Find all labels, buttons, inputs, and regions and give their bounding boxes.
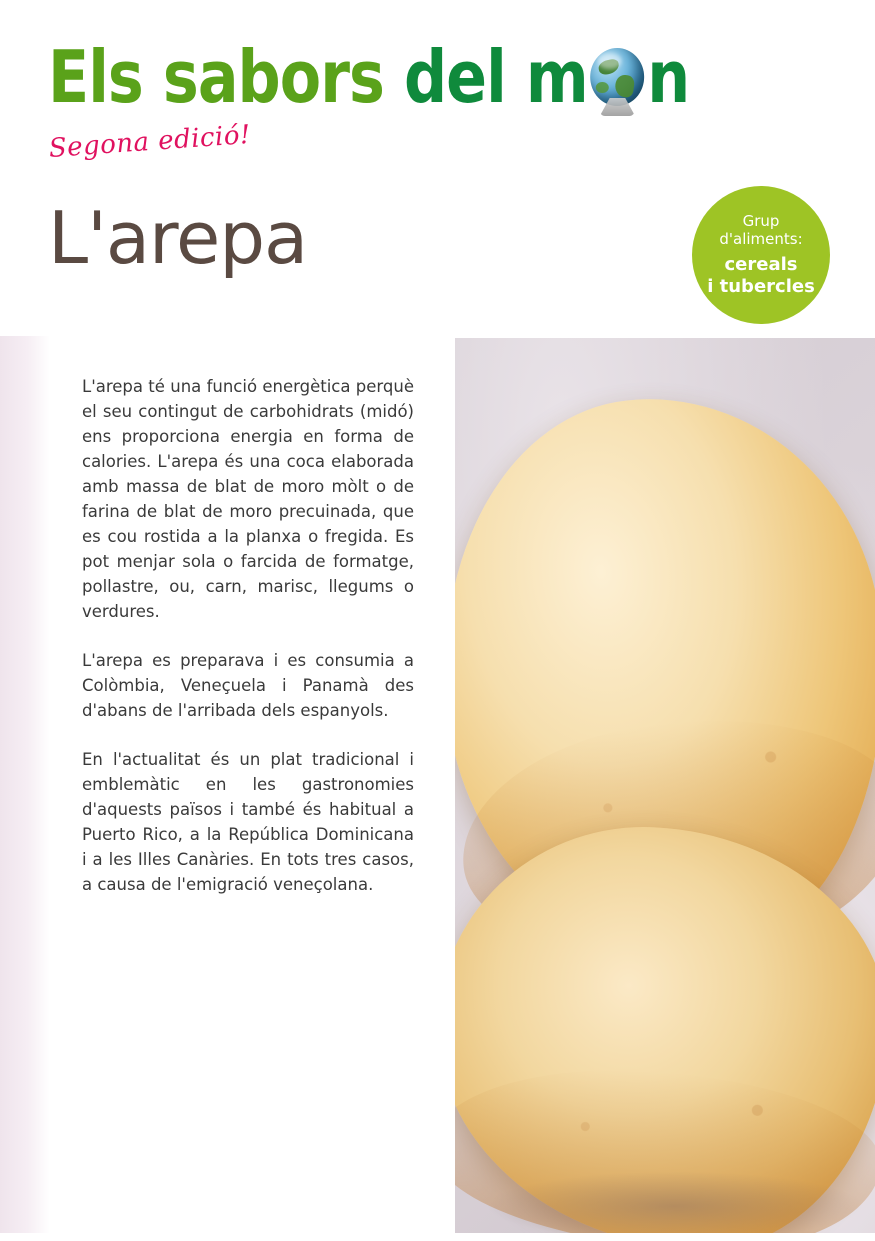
publication-title-part1: Els sabors [48,35,384,119]
badge-group-name-2: i tubercles [707,275,815,297]
arepa-photo [455,338,875,1241]
photo-shadow [485,1171,865,1241]
badge-line-2: d'aliments: [719,229,803,248]
article-paragraph: En l'actualitat és un plat tradicional i emblemàtic en les gastronomies d'aquests països i també és habitual a Puerto Rico, a la República Dominicana i a les Illes Canàries. En tots tres casos, a causa de l'emigració veneçolana. [82,750,414,894]
publication-title-part2: del m [403,35,588,119]
publication-title [48,35,690,119]
masthead [0,0,875,330]
publication-title-part3: n [647,35,690,119]
bottom-strip [0,1233,875,1241]
article-body [0,336,875,1241]
badge-group-name-1: cereals [724,254,798,276]
food-group-badge [692,186,830,324]
article-paragraph: L'arepa té una funció energètica perquè el seu contingut de carbohidrats (midó) ens proporciona energia en forma de calories. L'arepa és una coca elaborada amb massa de blat de moro mòlt o de farina de blat de moro precuinada, que es cou rostida a la planxa o fregida. Es pot menjar sola o farcida de formatge, pollastre, ou, carn, marisc, llegums o verdures. [82,377,414,621]
article-text-column [82,374,414,897]
edition-subtitle: Segona edició! [47,119,252,164]
left-gradient-strip [0,336,50,1241]
article-paragraph: L'arepa es preparava i es consumia a Colòmbia, Veneçuela i Panamà des d'abans de l'arribada dels espanyols. [82,651,414,720]
page-title: L'arepa [48,196,308,280]
badge-line-1: Grup [742,212,780,231]
globe-icon [589,46,647,108]
